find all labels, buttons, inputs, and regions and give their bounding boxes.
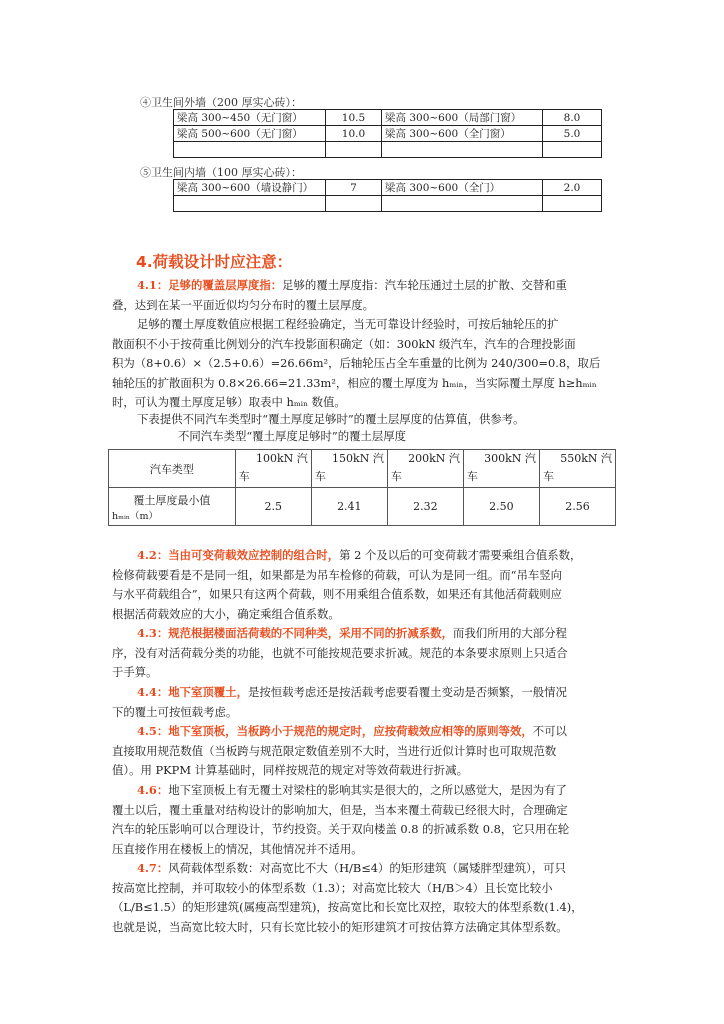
paragraph-4-4: [112, 683, 614, 722]
para-text: 积为（8+0.6）×（2.5+0.6）=26.66m²，后轴轮压占全车重量的比例为 240/300=0.8，取后: [112, 356, 601, 371]
table-cell: 2.32: [387, 488, 463, 526]
para-text: 按高宽比控制，并可取较小的体型系数（1.3）；对高宽比较大（H/B＞4）且长宽比较小: [112, 880, 553, 895]
para-text: 散面积不小于按荷重比例划分的汽车投影面积确定（如：300kN 级汽车，汽车的合理投影面: [112, 336, 576, 351]
para-text: 于手算。: [112, 665, 158, 680]
para-text: 压直接作用在楼板上的情况，其他情况并不适用。: [112, 841, 363, 856]
para-heading: 当由可变荷载效应控制的组合时，: [168, 548, 340, 562]
table-cell: 5.0: [543, 126, 602, 142]
table-caption: 不同汽车类型“覆土厚度足够时”的覆土层厚度: [178, 429, 407, 443]
header-bottom: 车: [314, 470, 326, 483]
table-row: [174, 142, 602, 158]
table-header-cell: 汽车类型: [109, 450, 236, 488]
table-cell: [174, 196, 326, 212]
table-cell: [326, 142, 382, 158]
para-text: 时，可认为覆土厚度足够）取表中 hₘᵢₙ 数值。: [112, 395, 346, 410]
para-text: 与水平荷载组合”，如果只有这两个荷载，则不用乘组合值系数，如果还有其他活荷载则应: [112, 587, 563, 602]
para-heading: 规范根据楼面活荷载的不同种类，采用不同的折减系数，: [168, 626, 453, 640]
table-cell: 梁高 300~600（墙设静门）: [174, 180, 326, 196]
table-cell: [543, 196, 602, 212]
table-row-label: [109, 488, 236, 526]
para-number: 4.1：: [137, 278, 169, 292]
paragraph-4-1-table-intro: [112, 410, 614, 430]
table-cell: [382, 142, 543, 158]
table-row: [174, 110, 602, 126]
paragraph-4-2: [112, 546, 614, 624]
para-heading: 足够的覆盖层厚度指：: [168, 278, 283, 292]
paragraph-4-7: [112, 859, 614, 937]
header-top: 100kN 汽: [256, 452, 308, 465]
para-text: 也就是说，当高宽比较大时，只有长宽比较小的矩形建筑才可按估算方法确定其体型系数。: [112, 919, 568, 934]
para-number: 4.3：: [137, 626, 169, 640]
table-row: [109, 450, 616, 488]
outer-wall-label: ④卫生间外墙（200 厚实心砖）：: [140, 96, 302, 109]
para-text: 足够的覆土厚度指：汽车轮压通过土层的扩散、交替和重: [282, 278, 567, 292]
para-text: 直接取用规范数值（当板跨与规范限定数值差别不大时，当进行近似计算时也可取规范数: [112, 743, 557, 758]
header-bottom: 车: [390, 470, 402, 483]
table-cell: 梁高 300~450（无门窗）: [174, 110, 326, 126]
outer-wall-table: [173, 109, 602, 158]
table-cell: 2.5: [235, 488, 311, 526]
para-text: 不可以: [532, 724, 567, 738]
para-number: 4.2：: [137, 548, 169, 562]
paragraph-4-1: [112, 276, 614, 315]
table-cell: 梁高 300~600（全门）: [382, 180, 543, 196]
header-top: 150kN 汽: [332, 452, 384, 465]
table-cell: 8.0: [543, 110, 602, 126]
para-number: 4.7：: [137, 861, 169, 875]
table-cell: [382, 196, 543, 212]
para-text: 覆土以后，覆土重量对结构设计的影响加大，但是，当本来覆土荷载已经很大时，合理确定: [112, 802, 568, 817]
table-header-cell: [311, 450, 387, 488]
table-cell: 梁高 500~600（无门窗）: [174, 126, 326, 142]
header-bottom: 车: [542, 470, 554, 483]
table-header-cell: [235, 450, 311, 488]
header-top: 550kN 汽: [560, 452, 612, 465]
inner-wall-table: [173, 179, 602, 212]
table-cell: 10.0: [326, 126, 382, 142]
header-top: 300kN 汽: [484, 452, 536, 465]
table-cell: [543, 142, 602, 158]
para-text: 地下室顶板上有无覆土对梁柱的影响其实是很大的，之所以感觉大，是因为有了: [168, 783, 567, 797]
table-cell: 7: [326, 180, 382, 196]
row-label-top: 覆土厚度最小值: [133, 493, 211, 507]
para-text: 第 2 个及以后的可变荷载才需要乘组合值系数，: [339, 548, 582, 562]
para-text: （L/B≤1.5）的矩形建筑(属瘦高型建筑)，按高宽比和长宽比双控，取较大的体型系数(1.4)，: [112, 900, 583, 915]
para-text: 轴轮压的扩散面积为 0.8×26.66=21.33m²，相应的覆土厚度为 hₘᵢₙ，当实际覆土厚度 h≥hₘᵢₙ: [112, 375, 597, 390]
table-header-cell: [463, 450, 539, 488]
para-text: 而我们所用的大部分程: [453, 626, 567, 640]
table-cell: 10.5: [326, 110, 382, 126]
para-number: 4.4：: [137, 685, 169, 699]
para-text: 风荷载体型系数：对高宽比不大（H/B≤4）的矩形建筑（属矮胖型建筑），可只: [168, 861, 566, 875]
para-heading: 地下室顶覆土，: [168, 685, 248, 699]
table-header-cell: [539, 450, 615, 488]
table-cell: 2.41: [311, 488, 387, 526]
section-title: 4.荷载设计时应注意：: [136, 253, 293, 271]
table-row: [174, 126, 602, 142]
table-row: [174, 180, 602, 196]
para-text: 下表提供不同汽车类型时“覆土厚度足够时”的覆土层厚度的估算值，供参考。: [137, 412, 525, 426]
table-cell: [174, 142, 326, 158]
table-row: [174, 196, 602, 212]
row-label-bottom: hₘᵢₙ（m）: [112, 510, 158, 522]
para-text: 叠，达到在某一平面近似均匀分布时的覆土层厚度。: [112, 297, 374, 312]
vehicle-soil-table: [108, 449, 616, 526]
table-cell: 2.50: [463, 488, 539, 526]
table-row: [109, 488, 616, 526]
para-text: 根据活荷载效应的大小，确定乘组合值系数。: [112, 606, 340, 621]
table-cell: 梁高 300~600（局部门窗）: [382, 110, 543, 126]
para-text: 检修荷载要看是不是同一组，如果都是为吊车检修的荷载，可认为是同一组。而“吊车竖向: [112, 567, 563, 582]
para-text: 值）。用 PKPM 计算基础时，同样按规范的规定对等效荷载进行折减。: [112, 763, 468, 778]
para-text: 是按恒载考虑还是按活载考虑要看覆土变动是否频繁，一般情况: [247, 685, 567, 699]
para-text: 序，没有对活荷载分类的功能，也就不可能按规范要求折减。规范的本条要求原则上只适合: [112, 645, 568, 660]
header-bottom: 车: [466, 470, 478, 483]
table-cell: 2.0: [543, 180, 602, 196]
table-cell: [326, 196, 382, 212]
paragraph-4-5: [112, 722, 614, 781]
inner-wall-label: ⑤卫生间内墙（100 厚实心砖）：: [140, 166, 302, 179]
table-cell: 2.56: [539, 488, 615, 526]
para-number: 4.5：: [137, 724, 169, 738]
paragraph-4-6: [112, 781, 614, 859]
table-cell: 梁高 300~600（全门窗）: [382, 126, 543, 142]
para-heading: 地下室顶板，当板跨小于规范的规定时，应按荷载效应相等的原则等效，: [168, 724, 533, 738]
para-number: 4.6：: [137, 783, 169, 797]
paragraph-4-3: [112, 624, 614, 683]
header-top: 200kN 汽: [408, 452, 460, 465]
para-text: 汽车的轮压影响可以合理设计，节约投资。关于双向楼盖 0.8 的折减系数 0.8，它只用在轮: [112, 822, 570, 837]
paragraph-4-1-detail: [112, 315, 614, 413]
header-bottom: 车: [238, 470, 250, 483]
table-header-cell: [387, 450, 463, 488]
para-text: 下的覆土可按恒载考虑。: [112, 704, 238, 719]
para-text: 足够的覆土厚度数值应根据工程经验确定，当无可靠设计经验时，可按后轴轮压的扩: [137, 317, 559, 331]
